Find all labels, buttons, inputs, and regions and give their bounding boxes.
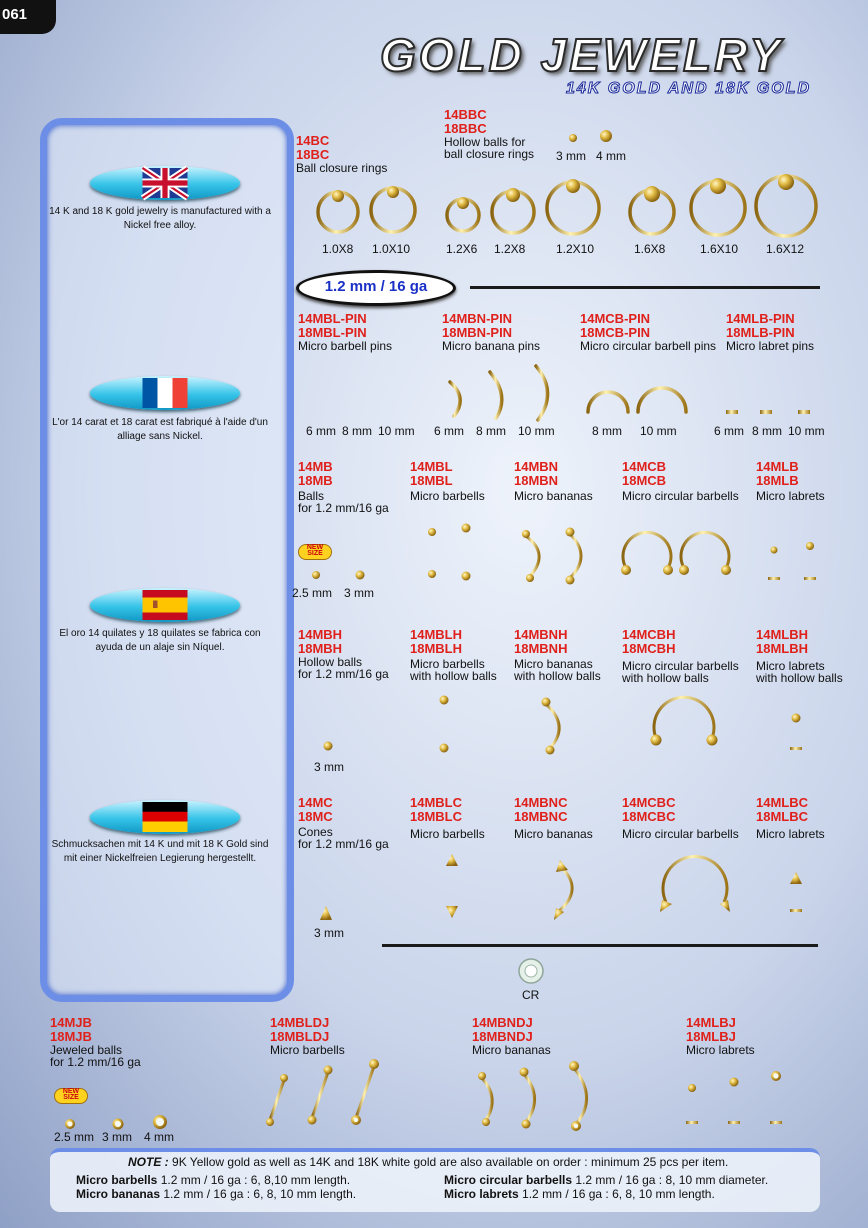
note-spec — [76, 1174, 350, 1187]
product-desc: Micro circular barbells — [622, 827, 739, 841]
product-code: 18MBNH — [514, 641, 568, 656]
cones-row-image — [300, 852, 830, 924]
crystal-label: CR — [522, 988, 540, 1002]
page-title: GOLD JEWELRY — [380, 29, 784, 81]
product-code: 18MLB-PIN — [726, 325, 795, 340]
product-desc: with hollow balls — [410, 669, 497, 683]
product-desc: Micro barbells — [410, 827, 485, 841]
product-desc: Micro barbells — [410, 657, 485, 671]
product-code: 18BBC — [444, 121, 487, 136]
balls-row-image — [300, 520, 830, 588]
size-label: 10 mm — [640, 424, 677, 438]
product-desc: Jeweled balls — [50, 1043, 123, 1057]
jeweled-row-image — [50, 1060, 820, 1136]
product-code: 14MBL — [410, 459, 453, 474]
product-code: 18MBH — [298, 641, 343, 656]
product-code: 14MC — [298, 795, 333, 810]
product-code: 14BC — [296, 133, 330, 148]
page-number: 061 — [0, 0, 56, 34]
product-code: 14MCBC — [622, 795, 676, 810]
size-label: 3 mm — [102, 1130, 132, 1144]
product-code: 18BC — [296, 147, 330, 162]
product-desc: Hollow balls — [298, 655, 363, 669]
new-size-badge: NEW SIZE — [54, 1088, 88, 1104]
size-label: 4 mm — [144, 1130, 174, 1144]
size-label: 3 mm — [344, 586, 374, 600]
product-code: 14MBL-PIN — [298, 311, 367, 326]
product-code: 18MBNDJ — [472, 1029, 533, 1044]
page-subtitle: 14K GOLD AND 18K GOLD — [566, 80, 811, 97]
product-code: 14MJB — [50, 1015, 92, 1030]
size-label: 8 mm — [476, 424, 506, 438]
note-spec-value: 1.2 mm / 16 ga : 6, 8,10 mm length. — [160, 1173, 351, 1187]
size-label: 6 mm — [306, 424, 336, 438]
size-label: 1.2X10 — [556, 242, 595, 256]
product-desc: Micro circular barbell pins — [580, 339, 717, 353]
ball-closure-rings-image — [300, 170, 820, 240]
note-line — [128, 1156, 728, 1169]
product-desc: Micro labrets — [756, 489, 825, 503]
product-desc: for 1.2 mm/16 ga — [298, 501, 389, 515]
note-spec — [76, 1188, 356, 1201]
product-code: 18MCB — [622, 473, 667, 488]
german-text: Schmucksachen mit 14 K und mit 18 K Gold sind mit einer Nickelfreien Legierung hergestellt. — [51, 839, 269, 864]
product-code: 18MBNC — [514, 809, 568, 824]
note-spec-value: 1.2 mm / 16 ga : 6, 8, 10 mm length. — [163, 1187, 357, 1201]
size-label: 3 mm — [314, 926, 344, 940]
crystal-gem-icon — [516, 956, 546, 986]
product-code: 18MCBH — [622, 641, 676, 656]
new-size-badge: NEW SIZE — [298, 544, 332, 560]
product-code: 14MCB — [622, 459, 667, 474]
product-code: 18MBLC — [410, 809, 463, 824]
size-label: 8 mm — [342, 424, 372, 438]
product-code: 18MCB-PIN — [580, 325, 651, 340]
product-code: 18MLBH — [756, 641, 809, 656]
product-desc: Micro labrets — [686, 1043, 755, 1057]
uk-flag-icon — [142, 168, 188, 198]
note-spec — [444, 1174, 768, 1187]
product-code: 18MBN — [514, 473, 559, 488]
product-code: 14MB — [298, 459, 333, 474]
product-code: 18MLBC — [756, 809, 809, 824]
size-label: 2.5 mm — [54, 1130, 95, 1144]
product-desc: Ball closure rings — [296, 161, 388, 175]
size-label: 1.6X8 — [634, 242, 666, 256]
note-spec-value: 1.2 mm / 16 ga : 6, 8, 10 mm length. — [522, 1187, 715, 1201]
product-desc: Micro banana pins — [442, 339, 541, 353]
size-label: 3 mm — [314, 760, 344, 774]
product-code: 14MLBJ — [686, 1015, 736, 1030]
note-spec — [444, 1188, 715, 1201]
spanish-text: El oro 14 quilates y 18 quilates se fabrica con ayuda de un alaje sin Níquel. — [59, 628, 261, 653]
product-desc: ball closure rings — [444, 147, 535, 161]
uk-flag-pill — [90, 166, 240, 200]
size-label: 1.6X10 — [700, 242, 739, 256]
product-code: 14MLBH — [756, 627, 809, 642]
size-label: 1.6X12 — [766, 242, 805, 256]
gauge-badge: 1.2 mm / 16 ga — [296, 270, 456, 306]
note-spec-term: Micro barbells — [76, 1173, 158, 1187]
germany-flag-pill — [90, 800, 240, 834]
product-code: 14MBNC — [514, 795, 568, 810]
product-code: 18MLB — [756, 473, 799, 488]
product-code: 14MBLDJ — [270, 1015, 330, 1030]
product-desc: Micro labrets — [756, 827, 825, 841]
size-label: 6 mm — [434, 424, 464, 438]
language-sidebar — [40, 118, 294, 1002]
pins-image — [300, 360, 830, 424]
product-desc: Micro labrets — [756, 659, 825, 673]
product-code: 14MBH — [298, 627, 343, 642]
size-label: 1.0X8 — [322, 242, 354, 256]
product-code: 18MCBC — [622, 809, 676, 824]
spain-flag-icon — [142, 590, 188, 620]
product-code: 18MBN-PIN — [442, 325, 513, 340]
product-desc: with hollow balls — [514, 669, 601, 683]
size-label: 1.2X6 — [446, 242, 478, 256]
product-desc: Balls — [298, 489, 325, 503]
product-desc: Micro barbells — [410, 489, 485, 503]
product-code: 18MC — [298, 809, 333, 824]
germany-flag-icon — [142, 802, 188, 832]
product-code: 18MJB — [50, 1029, 92, 1044]
divider — [470, 286, 820, 289]
product-desc: Hollow balls for — [444, 135, 526, 149]
product-desc: Micro circular barbells — [622, 489, 739, 503]
spain-flag-pill — [90, 588, 240, 622]
product-desc: with hollow balls — [622, 671, 709, 685]
product-code: 14BBC — [444, 107, 487, 122]
product-code: 18MB — [298, 473, 333, 488]
note-spec-term: Micro labrets — [444, 1187, 519, 1201]
size-label: 8 mm — [752, 424, 782, 438]
france-flag-icon — [142, 378, 188, 408]
size-label: 10 mm — [518, 424, 555, 438]
product-code: 14MCBH — [622, 627, 676, 642]
product-desc: Micro barbells — [270, 1043, 345, 1057]
note-spec-value: 1.2 mm / 16 ga : 8, 10 mm diameter. — [575, 1173, 769, 1187]
note-text: 9K Yellow gold as well as 14K and 18K white gold are also available on order : minimum 25 pcs per item. — [172, 1155, 729, 1169]
product-code: 14MBN-PIN — [442, 311, 513, 326]
product-code: 14MBNDJ — [472, 1015, 533, 1030]
france-flag-pill — [90, 376, 240, 410]
french-text: L'or 14 carat et 18 carat est fabriqué à l'aide d'un alliage sans Nickel. — [52, 417, 268, 442]
size-label: 10 mm — [378, 424, 415, 438]
note-spec-term: Micro bananas — [76, 1187, 161, 1201]
product-desc: Micro circular barbells — [622, 659, 739, 673]
english-text: 14 K and 18 K gold jewelry is manufactured with a Nickel free alloy. — [49, 206, 271, 231]
product-code: 18MLBJ — [686, 1029, 736, 1044]
product-desc: Micro bananas — [514, 827, 593, 841]
product-desc: Micro barbell pins — [298, 339, 393, 353]
size-label: 3 mm — [556, 149, 586, 163]
size-label: 1.0X10 — [372, 242, 411, 256]
product-code: 14MBNH — [514, 627, 568, 642]
product-code: 14MBLC — [410, 795, 463, 810]
product-code: 14MBLH — [410, 627, 463, 642]
product-code: 18MBL — [410, 473, 453, 488]
product-code: 14MLB — [756, 459, 799, 474]
size-label: 6 mm — [714, 424, 744, 438]
product-desc: Micro bananas — [514, 657, 593, 671]
product-code: 14MLBC — [756, 795, 809, 810]
hollow-balls-image — [560, 126, 620, 150]
product-desc: Micro labret pins — [726, 339, 815, 353]
size-label: 2.5 mm — [292, 586, 333, 600]
product-desc: for 1.2 mm/16 ga — [50, 1055, 141, 1069]
note-spec-term: Micro circular barbells — [444, 1173, 573, 1187]
product-code: 18MBLH — [410, 641, 463, 656]
product-code: 18MBLDJ — [270, 1029, 330, 1044]
product-desc: for 1.2 mm/16 ga — [298, 667, 389, 681]
size-label: 8 mm — [592, 424, 622, 438]
product-code: 14MBN — [514, 459, 559, 474]
size-label: 1.2X8 — [494, 242, 526, 256]
note-label: NOTE : — [128, 1155, 169, 1169]
hollow-row-image — [300, 690, 830, 760]
product-desc: with hollow balls — [756, 671, 843, 685]
size-label: 10 mm — [788, 424, 825, 438]
product-code: 14MCB-PIN — [580, 311, 651, 326]
product-desc: Micro bananas — [472, 1043, 551, 1057]
product-desc: Micro bananas — [514, 489, 593, 503]
size-label: 4 mm — [596, 149, 626, 163]
product-code: 14MLB-PIN — [726, 311, 795, 326]
product-desc: Cones — [298, 825, 333, 839]
product-desc: for 1.2 mm/16 ga — [298, 837, 389, 851]
divider — [382, 944, 818, 947]
product-code: 18MBL-PIN — [298, 325, 367, 340]
